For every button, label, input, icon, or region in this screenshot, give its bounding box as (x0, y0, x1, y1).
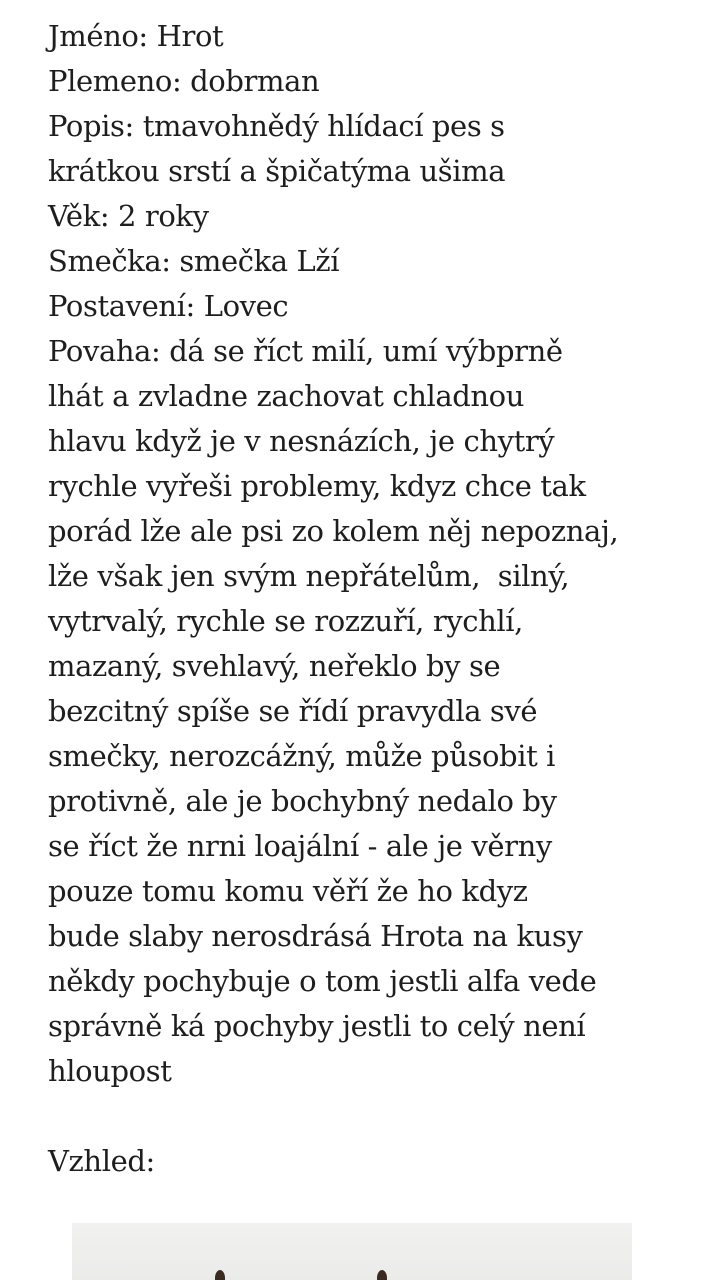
profile-line: Popis: tmavohnědý hlídací pes s (48, 109, 505, 143)
profile-line: bezcitný spíše se řídí pravydla své (48, 694, 538, 728)
paragraph-gap (48, 1094, 688, 1139)
profile-line: Postavení: Lovec (48, 289, 289, 323)
profile-line: někdy pochybuje o tom jestli alfa vede (48, 964, 597, 998)
profile-line: porád lže ale psi zo kolem něj nepoznaj, (48, 514, 619, 548)
profile-line: Jméno: Hrot (48, 19, 224, 53)
profile-line: lhát a zvladne zachovat chladnou (48, 379, 525, 413)
profile-line: Plemeno: dobrman (48, 64, 320, 98)
character-profile-text (48, 14, 688, 1184)
profile-line: Smečka: smečka Lží (48, 244, 340, 278)
profile-line: Povaha: dá se říct milí, umí výbprně (48, 334, 563, 368)
profile-line: lže však jen svým nepřátelům, silný, (48, 559, 570, 593)
profile-line: protivně, ale je bochybný nedalo by (48, 784, 557, 818)
profile-line: Věk: 2 roky (48, 199, 209, 233)
profile-line: hloupost (48, 1054, 172, 1088)
profile-line: bude slaby nerosdrásá Hrota na kusy (48, 919, 583, 953)
appearance-heading: Vzhled: (48, 1144, 155, 1178)
profile-line: hlavu když je v nesnázích, je chytrý (48, 424, 555, 458)
profile-line: mazaný, svehlavý, neřeklo by se (48, 649, 501, 683)
profile-line: krátkou srstí a špičatýma ušima (48, 154, 506, 188)
profile-line: vytrvalý, rychle se rozzuří, rychlí, (48, 604, 523, 638)
profile-line: pouze tomu komu věří že ho kdyz (48, 874, 528, 908)
dog-ear-shape (215, 1270, 225, 1280)
profile-line: správně ká pochyby jestli to celý není (48, 1009, 586, 1043)
dog-photo (72, 1223, 632, 1280)
dog-ear-shape (377, 1270, 387, 1280)
profile-line: smečky, nerozcážný, může působit i (48, 739, 556, 773)
profile-line: rychle vyřeši problemy, kdyz chce tak (48, 469, 586, 503)
profile-line: se říct že nrni loajální - ale je věrny (48, 829, 552, 863)
